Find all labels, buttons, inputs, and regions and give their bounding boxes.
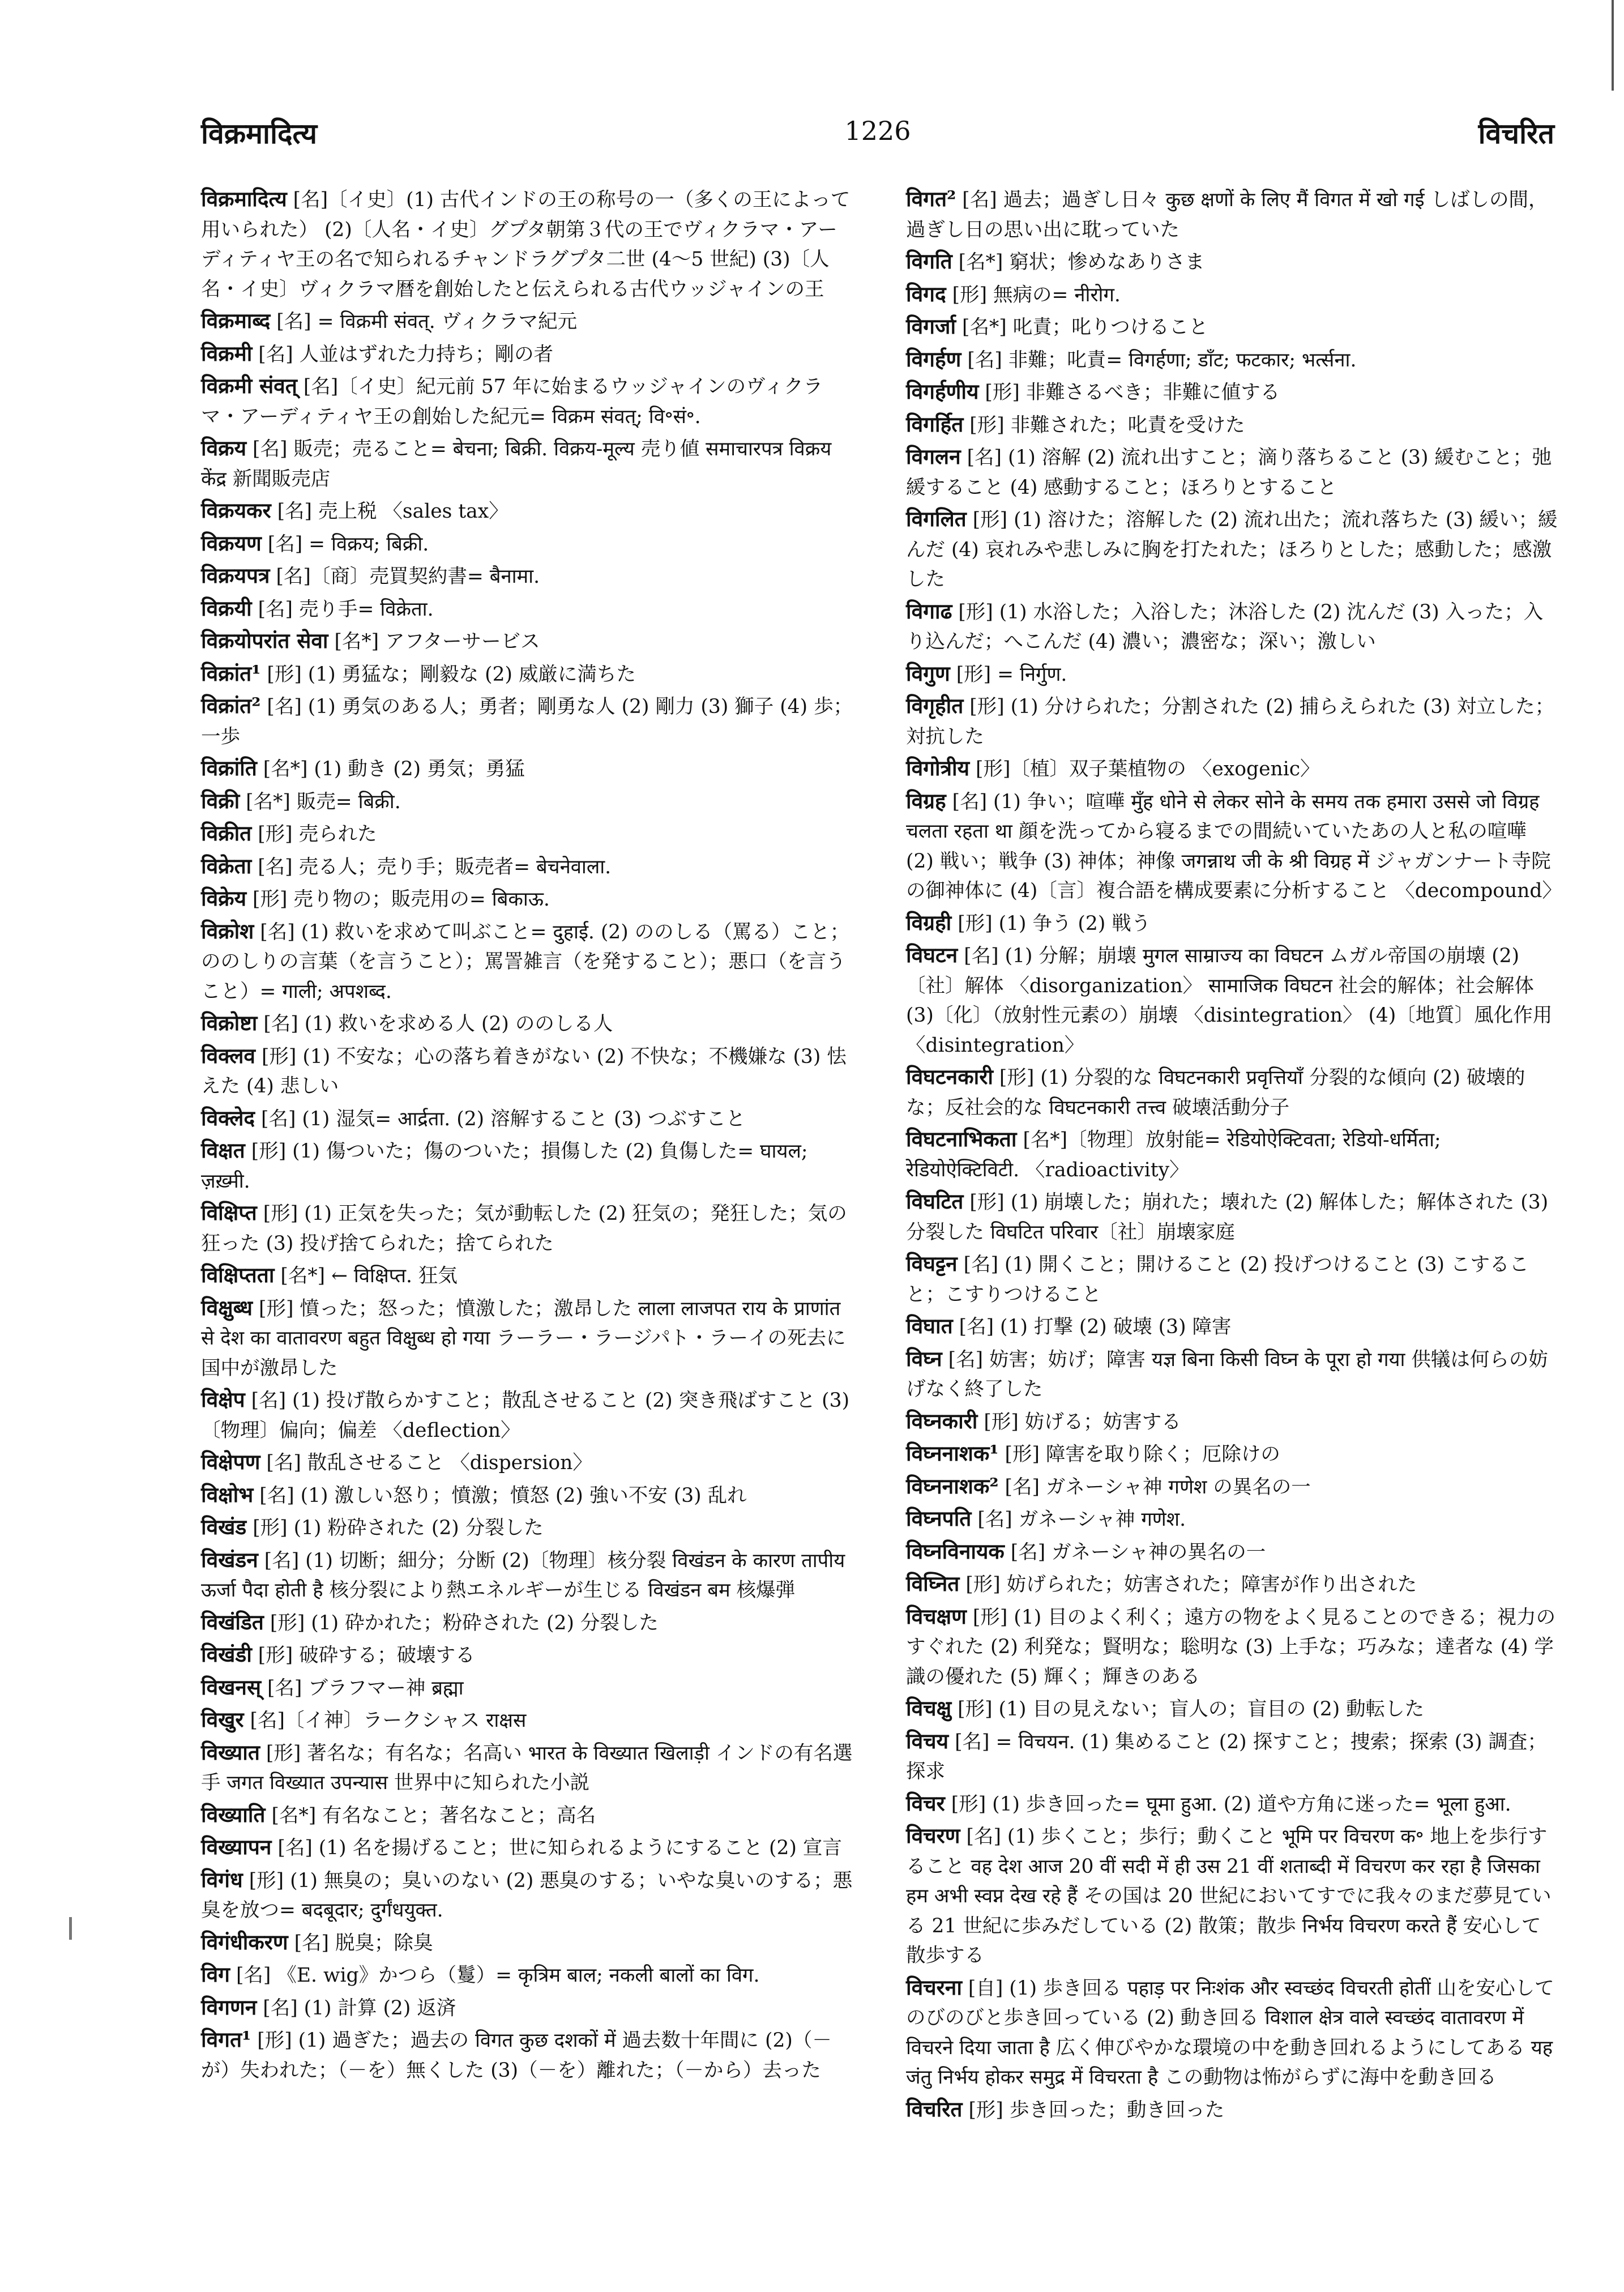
entry-headword: विगत² [906, 186, 956, 211]
dictionary-entry [906, 1569, 1560, 1600]
entry-headword: विक्रेय [201, 886, 247, 911]
entry-headword: विघात [906, 1313, 953, 1338]
dictionary-entry [201, 626, 855, 657]
dictionary-entry [906, 311, 1560, 343]
entry-definition: [形] (1) 崩壊した；崩れた；壊れた (2) 解体した；解体された (3) 分裂した विघटित परिवार〔社〕崩壊家庭 [906, 1191, 1549, 1244]
entry-definition: [名] (1) 打撃 (2) 破壊 (3) 障害 [959, 1316, 1232, 1338]
scan-margin-mark [69, 1917, 72, 1940]
entry-definition: [名] 販売；売ること= बेचना; बिक्री. विक्रय-मूल्य 売り値 समाचारपत्र विक्रय केंद्र 新聞販売店 [201, 438, 832, 490]
entry-headword: विगुण [906, 660, 950, 686]
entry-headword: विगति [906, 249, 952, 274]
entry-definition: [名] (1) 激しい怒り；憤激；憤怒 (2) 強い不安 (3) 乱れ [259, 1484, 747, 1507]
entry-headword: विक्रयी [201, 595, 252, 621]
entry-headword: विग [201, 1962, 230, 1987]
entry-definition: [名] 《E. wig》かつら（鬘）= कृत्रिम बाल; नकली बालों का विग. [236, 1964, 760, 1987]
entry-definition: [名] (1) 計算 (2) 返済 [263, 1996, 456, 2020]
entry-definition: [形] 非難さるべき；非難に値する [985, 381, 1280, 404]
entry-definition: [形] (1) 正気を失った；気が動転した (2) 狂気の；発狂した；気の狂った (3) 投げ捨てられた；捨てられた [201, 1202, 847, 1255]
dictionary-entry [201, 496, 855, 527]
entry-headword: विक्रांति [201, 756, 257, 780]
entry-headword: विक्रमाब्द [201, 308, 271, 333]
entry-definition: [名] (1) 救いを求めて叫ぶこと= दुहाई. (2) ののしる（罵る）こと；ののしりの言葉（を言うこと）；罵詈雑言（を発すること）；悪口（を言うこと）= गाली; अपशब्द. [201, 920, 850, 1003]
entry-headword: विचर [906, 1790, 945, 1816]
entry-definition: [形] 障害を取り除く；厄除けの [1005, 1443, 1280, 1466]
entry-definition: [名] (1) 湿気= आर्द्रता. (2) 溶解すること (3) つぶすこと [261, 1107, 746, 1130]
dictionary-entry [906, 1536, 1560, 1568]
entry-headword: विगर्जा [906, 314, 956, 339]
entry-headword: विक्रांत¹ [201, 660, 261, 686]
dictionary-entry [906, 1124, 1560, 1185]
entry-definition: [形] 著名な；有名な；名高い भारत के विख्यात खिलाड़ी インドの有名選手 जगत विख्यात उपन्यास 世界中に知られた小説 [201, 1742, 853, 1794]
entry-headword: विक्षत [201, 1138, 245, 1163]
dictionary-entry [201, 1103, 855, 1134]
dictionary-entry [201, 433, 855, 494]
entry-headword: विघटनाभिकता [906, 1126, 1017, 1151]
dictionary-entry [906, 1186, 1560, 1247]
entry-headword: विचय [906, 1728, 949, 1753]
dictionary-entry [906, 184, 1560, 245]
entry-definition: [名]〔商〕売買契約書= बैनामा. [276, 565, 540, 588]
dictionary-entry [906, 1406, 1560, 1437]
entry-definition: [形] (1) 過ぎた；過去の विगत कुछ दशकों में 過去数十年間に (2)（－が）失われた；（－を）無くした (3)（－を）離れた；（－から）去った [201, 2029, 832, 2082]
entry-definition: [形] 売り物の；販売用の= बिकाऊ. [253, 888, 550, 911]
entry-headword: विगृहीत [906, 693, 964, 718]
dictionary-entry [201, 1480, 855, 1511]
entry-headword: विखंडी [201, 1642, 252, 1667]
dictionary-entry [201, 1672, 855, 1704]
page-header [201, 113, 1554, 159]
dictionary-entry [201, 1041, 855, 1102]
dictionary-entry [201, 1008, 855, 1039]
dictionary-entry [201, 691, 855, 752]
dictionary-entry [906, 908, 1560, 939]
entry-definition: [名*] (1) 動き (2) 勇気；勇猛 [263, 758, 525, 780]
entry-definition: [名] ガネーシャ神 गणेश の異名の一 [1005, 1475, 1311, 1499]
entry-headword: विघ्न [906, 1346, 942, 1371]
entry-definition: [形] 妨げられた；妨害された；障害が作り出された [965, 1573, 1417, 1596]
entry-headword: विक्षेप [201, 1387, 245, 1412]
entry-headword: विक्रयपत्र [201, 563, 270, 588]
entry-definition: [形] = निर्गुण. [956, 663, 1067, 686]
entry-headword: विक्रमी [201, 340, 253, 366]
entry-definition: [名*] 販売= बिक्री. [246, 790, 401, 813]
entry-headword: विगद [906, 281, 946, 306]
dictionary-entry [906, 377, 1560, 408]
dictionary-entry [201, 753, 855, 784]
entry-headword: विक्षोभ [201, 1482, 254, 1507]
entry-definition: [形] 売られた [258, 823, 377, 846]
entry-definition: [名] 脱臭；除臭 [294, 1931, 433, 1954]
entry-headword: विगणन [201, 1994, 257, 2020]
entry-headword: विग्रह [906, 788, 946, 813]
entry-definition: [名]〔イ史〕紀元前 57 年に始まるウッジャインのヴィクラマ・アーディティヤ王の創始した紀元= विक्रम संवत्; वि॰सं॰. [201, 375, 823, 428]
entry-definition: [名] ガネーシャ神 गणेश. [977, 1508, 1186, 1531]
dictionary-entry [201, 184, 855, 304]
page-number: 1226 [844, 116, 911, 146]
entry-headword: विघ्ननाशक² [906, 1473, 999, 1499]
entry-headword: विक्रयण [201, 530, 262, 556]
entry-headword: विक्री [201, 788, 240, 813]
header-right-guideword: विचरित [1478, 117, 1554, 150]
dictionary-entry [201, 1545, 855, 1606]
dictionary-entry [906, 442, 1560, 502]
entry-definition: [形] (1) 無臭の；臭いのない (2) 悪臭のする；いやな臭いのする；悪臭を放つ= बदबूदार; दुर्गंधयुक्त. [201, 1869, 853, 1922]
entry-definition: [名*] 叱責；叱りつけること [962, 316, 1208, 339]
entry-definition: [形] 歩き回った；動き回った [968, 2098, 1225, 2122]
dictionary-entry [201, 594, 855, 625]
entry-definition: [形] (1) 目のよく利く；遠方の物をよく見ることのできる；視力のすぐれた (2) 利発な；賢明な；聡明な (3) 上手な；巧みな；達者な (4) 学識の優れた (5) 輝く；輝きのある [906, 1606, 1556, 1688]
entry-headword: विखंडित [201, 1609, 264, 1634]
entry-definition: [形] (1) 目の見えない；盲人の；盲目の (2) 動転した [958, 1698, 1425, 1721]
dictionary-entry [906, 1789, 1560, 1820]
entry-headword: विख्यात [201, 1739, 260, 1765]
entry-headword: विचरण [906, 1823, 960, 1848]
entry-definition: [形] 破砕する；破壊する [258, 1644, 475, 1667]
dictionary-entry [906, 504, 1560, 595]
dictionary-entry [906, 691, 1560, 752]
entry-definition: [名] (1) 救いを求める人 (2) ののしる人 [263, 1013, 613, 1035]
entry-headword: विक्लव [201, 1043, 255, 1068]
entry-definition: [形] (1) 分裂的な विघटनकारी प्रवृत्तियाँ 分裂的な傾向 (2) 破壊的な；反社会的な विघटनकारी तत्त्व 破壊活動分子 [906, 1066, 1525, 1119]
dictionary-entry [201, 851, 855, 882]
dictionary-entry [201, 306, 855, 337]
dictionary-entry [906, 1504, 1560, 1535]
entry-headword: विक्रांत² [201, 693, 261, 718]
entry-headword: विघ्नविनायक [906, 1538, 1005, 1564]
dictionary-entry [906, 1821, 1560, 1971]
dictionary-entry [906, 786, 1560, 906]
entry-headword: विगत¹ [201, 2027, 251, 2052]
entry-headword: विखनस् [201, 1674, 261, 1700]
entry-definition: [名] (1) 名を揚げること；世に知られるようにすること (2) 宣言 [277, 1837, 842, 1859]
entry-headword: विघटित [906, 1189, 964, 1214]
dictionary-entry [906, 279, 1560, 310]
dictionary-entry [906, 409, 1560, 441]
entry-headword: विचक्षण [906, 1603, 967, 1629]
entry-definition: [名] (1) 勇気のある人；勇者；剛勇な人 (2) 剛力 (3) 獅子 (4) 歩；一歩 [201, 695, 853, 748]
dictionary-entry [906, 1062, 1560, 1122]
entry-definition: [形] 妨げる；妨害する [984, 1410, 1181, 1433]
entry-definition: [形] (1) 争う (2) 戦う [958, 912, 1151, 935]
entry-definition: [名*] アフターサービス [334, 630, 540, 653]
entry-definition: [名]〔イ史〕(1) 古代インドの王の称号の一（多くの王によって用いられた） (2)〔人名・イ史〕グプタ朝第３代の王でヴィクラマ・アーディティヤ王の名で知られるチャンドラグプタ二世 (4～5 世紀) (3)〔人名・イ史〕ヴィクラマ暦を創始したと伝えられる古代ウッジャインの王 [201, 189, 851, 301]
entry-definition: [名*] ← विक्षिप्त. 狂気 [280, 1265, 458, 1287]
entry-definition: [名] ガネーシャ神の異名の一 [1010, 1540, 1266, 1564]
entry-headword: विक्रेता [201, 853, 252, 878]
dictionary-entry [201, 1607, 855, 1638]
entry-definition: [名] 散乱させること 〈dispersion〉 [266, 1452, 592, 1474]
dictionary-entry [201, 1832, 855, 1863]
right-column [906, 184, 1560, 2127]
entry-definition: [名*] 窮状；惨めなありさま [958, 251, 1205, 274]
entry-definition: [名] (1) 分解；崩壊 मुगल साम्राज्य का विघटन ムガル帝国の崩壊 (2)〔社〕解体 〈disorganization〉 सामाजिक विघटन 社会的解体；社会解体 (3)〔化〕（放射性元素の）崩壊 〈disintegration〉 (4)〔地質〕風化作用 〈disintegration〉 [906, 945, 1553, 1057]
dictionary-entry [906, 1471, 1560, 1503]
entry-definition: [形] (1) 勇猛な；剛毅な (2) 威厳に満ちた [267, 663, 636, 686]
dictionary-entry [201, 1136, 855, 1196]
entry-definition: [形] 非難された；叱責を受けた [969, 413, 1245, 437]
entry-headword: विचरना [906, 1974, 962, 2000]
dictionary-entry [906, 344, 1560, 375]
entry-definition: [名] (1) 争い；喧嘩 मुँह धोने से लेकर सोने के समय तक हमारा उससे जो विग्रह चलता रहता था 顔を洗ってから寝るまでの間続いていたあの人と私の喧嘩 (2) 戦い；戦争 (3) 神体；神像 जगन्नाथ जी के श्री विग्रह में ジャガンナート寺院の御神体に (4)〔言〕複合語を構成要素に分析すること 〈decompound〉 [906, 790, 1562, 902]
dictionary-entry [201, 339, 855, 370]
entry-headword: विघ्नित [906, 1571, 960, 1596]
header-left-guideword: विक्रमादित्य [201, 117, 317, 150]
entry-definition: [名] (1) 溶解 (2) 流れ出すこと；滴り落ちること (3) 緩むこと；弛緩すること (4) 感動すること；ほろりとすること [906, 446, 1552, 499]
dictionary-entry [906, 659, 1560, 690]
entry-definition: [形] (1) 歩き回った= घूमा हुआ. (2) 道や方角に迷った= भूला हुआ. [951, 1792, 1511, 1816]
entry-headword: विग्रही [906, 910, 952, 935]
dictionary-entry [201, 1293, 855, 1384]
dictionary-entry [201, 1260, 855, 1291]
entry-definition: [名] 非難；叱責= विगर्हणा; डाँट; फटकार; भर्त्सना. [967, 348, 1357, 372]
dictionary-entry [201, 1865, 855, 1926]
dictionary-entry [201, 883, 855, 915]
entry-definition: [形] (1) 水浴した；入浴した；沐浴した (2) 沈んだ (3) 入った；入り込んだ；へこんだ (4) 濃い；濃密な；深い；激しい [906, 600, 1544, 653]
entry-headword: विचरित [906, 2096, 963, 2122]
entry-headword: विघ्ननाशक¹ [906, 1441, 999, 1466]
entry-headword: विघटन [906, 942, 958, 967]
entry-definition: [名] (1) 開くこと；開けること (2) 投げつけること (3) こすること；こすりつけること [906, 1253, 1529, 1306]
entry-headword: विगाढ [906, 598, 952, 624]
entry-headword: विगोत्रीय [906, 756, 970, 780]
entry-headword: विक्रयकर [201, 498, 271, 523]
dictionary-entry [906, 1344, 1560, 1405]
entry-definition: [名] (1) 切断；細分；分断 (2)〔物理〕核分裂 विखंडन के कारण तापीय ऊर्जा पैदा होती है 核分裂により熱エネルギーが生じる विखंडन बम 核爆弾 [201, 1549, 845, 1602]
entry-headword: विक्रोष्टा [201, 1010, 258, 1035]
entry-definition: [形] 無病の= नीरोग. [952, 283, 1121, 306]
entry-headword: विघटनकारी [906, 1064, 993, 1089]
entry-headword: विचक्षु [906, 1696, 952, 1721]
entry-headword: विक्षेपण [201, 1449, 260, 1474]
entry-definition: [名]〔イ神〕ラークシャス राक्षस [250, 1709, 527, 1732]
entry-definition: [形] (1) 砕かれた；粉砕された (2) 分裂した [270, 1611, 659, 1634]
dictionary-entry [906, 1311, 1560, 1342]
dictionary-entry [201, 1198, 855, 1258]
entry-definition: [形] (1) 粉砕された (2) 分裂した [253, 1517, 544, 1539]
entry-definition: [自] (1) 歩き回る पहाड़ पर निःशंक और स्वच्छंद विचरती होतीं 山を安心してのびのびと歩き回っている (2) 動き回る विशाल क्षेत्र वाले स्वच्छंद वातावरण में विचरने दिया जाता है 広く伸びやかな環境の中を動き回れるようにしてある यह जंतु निर्भय होकर समुद्र में विचरता है この動物は怖がらずに海中を動き回る [906, 1977, 1554, 2089]
entry-headword: विक्रयोपरांत सेवा [201, 628, 328, 653]
entry-definition: [名] 売る人；売り手；販売者= बेचनेवाला. [258, 855, 612, 878]
entry-definition: [名] = विक्रमी संवत्. ヴィクラマ紀元 [276, 310, 578, 333]
entry-headword: विक्षिप्त [201, 1200, 257, 1225]
dictionary-entry [201, 659, 855, 690]
entry-definition: [名] 妨害；妨げ；障害 यज्ञ बिना किसी विघ्न के पूरा हो गया 供犠は何らの妨げなく終了した [906, 1348, 1548, 1401]
entry-headword: विखंड [201, 1514, 247, 1539]
entry-headword: विक्रोश [201, 918, 254, 944]
entry-headword: विगंध [201, 1867, 243, 1892]
entry-definition: [名] (1) 投げ散らかすこと；散乱させること (2) 突き飛ばすこと (3)〔物理〕偏向；偏差 〈deflection〉 [201, 1389, 850, 1442]
dictionary-entry [906, 246, 1560, 278]
entry-definition: [名] 売り手= विक्रेता. [258, 597, 434, 621]
entry-definition: [名] 過去；過ぎし日々 कुछ क्षणों के लिए मैं विगत में खो गई しばしの間，過ぎし日の思い出に耽っていた [906, 189, 1548, 241]
entry-headword: विखुर [201, 1707, 244, 1732]
entry-definition: [名*]〔物理〕放射能= रेडियोऐक्टिवता; रेडियो-धर्मिता; रेडियोऐक्टिविटी. 〈radioactivity〉 [906, 1129, 1441, 1181]
entry-headword: विक्षिप्तता [201, 1262, 275, 1287]
entry-definition: [名] = विचयन. (1) 集めること (2) 探すこと；捜索；探索 (3) 調査；探求 [906, 1730, 1547, 1783]
dictionary-entry [201, 1960, 855, 1991]
entry-definition: [形] (1) 傷ついた；傷のついた；損傷した (2) 負傷した= घायल; ज़ख़्मी. [201, 1140, 808, 1193]
dictionary-entry [201, 1640, 855, 1671]
dictionary-entry [201, 916, 855, 1007]
entry-headword: विक्रय [201, 436, 247, 460]
dictionary-entry [201, 786, 855, 817]
dictionary-entry [201, 1992, 855, 2024]
entry-headword: विगर्हण [906, 346, 961, 372]
dictionary-entry [906, 753, 1560, 784]
dictionary-entry [906, 596, 1560, 657]
dictionary-entry [906, 1439, 1560, 1470]
entry-definition: [形]〔植〕双子葉植物の 〈exogenic〉 [976, 758, 1320, 780]
entry-headword: विगलन [906, 444, 961, 469]
dictionary-entry [906, 1973, 1560, 2093]
dictionary-entry [201, 1705, 855, 1736]
entry-definition: [名] 人並はずれた力持ち；剛の者 [258, 343, 554, 366]
dictionary-entry [906, 1249, 1560, 1309]
entry-headword: विगर्हित [906, 411, 964, 437]
entry-definition: [形] (1) 溶けた；溶解した (2) 流れ出た；流れ落ちた (3) 緩い；緩んだ (4) 哀れみや悲しみに胸を打たれた；ほろりとした；感動した；感激した [906, 509, 1558, 591]
entry-definition: [形] (1) 分けられた；分割された (2) 捕らえられた (3) 対立した；対抗した [906, 695, 1555, 748]
entry-headword: विक्लेद [201, 1105, 255, 1130]
dictionary-entry [906, 1693, 1560, 1725]
entry-headword: विखंडन [201, 1547, 258, 1572]
dictionary-entry [906, 1726, 1560, 1787]
dictionary-entry [906, 940, 1560, 1060]
dictionary-entry [906, 2094, 1560, 2125]
left-column [201, 184, 855, 2087]
entry-definition: [名] (1) 歩くこと；歩行；動くこと भूमि पर विचरण क॰ 地上を歩行すること वह देश आज 20 वीं सदी में ही उस 21 वीं शताब्दी में विचरण कर रहा है जिसका हम अभी स्वप्न देख रहे हैं その国は 20 世紀においてすでに我々のまだ夢見ている 21 世紀に歩みだしている (2) 散策；散歩 निर्भय विचरण करते हैं 安心して散歩する [906, 1825, 1552, 1967]
entry-definition: [名] = विक्रय; बिक्री. [267, 532, 429, 556]
dictionary-entry [201, 2025, 855, 2085]
dictionary-entry [201, 1512, 855, 1543]
entry-headword: विगंधीकरण [201, 1929, 288, 1954]
dictionary-entry [906, 1602, 1560, 1692]
dictionary-entry [201, 818, 855, 850]
dictionary-entry [201, 1738, 855, 1798]
entry-headword: विख्याति [201, 1802, 266, 1827]
entry-headword: विक्रमी संवत् [201, 373, 297, 398]
scan-edge-mark [1612, 0, 1614, 91]
entry-definition: [名] 売上税 〈sales tax〉 [277, 500, 508, 523]
entry-definition: [名*] 有名なこと；著名なこと；高名 [271, 1804, 596, 1827]
dictionary-entry [201, 1385, 855, 1445]
entry-headword: विख्यापन [201, 1834, 272, 1859]
entry-headword: विघट्टन [906, 1251, 958, 1276]
entry-headword: विक्षुब्ध [201, 1295, 253, 1320]
dictionary-entry [201, 528, 855, 560]
entry-headword: विगलित [906, 506, 967, 531]
dictionary-entry [201, 1447, 855, 1478]
entry-headword: विघ्नकारी [906, 1408, 978, 1433]
entry-definition: [形] 憤った；怒った；憤激した；激昂した लाला लाजपत राय के प्राणांत से देश का वातावरण बहुत विक्षुब्ध हो गया ラーラー・ラージパト・ラーイの死去に国中が激昂した [201, 1297, 846, 1380]
entry-headword: विक्रीत [201, 821, 252, 846]
dictionary-entry [201, 1800, 855, 1831]
dictionary-entry [201, 1927, 855, 1958]
entry-definition: [形] (1) 不安な；心の落ち着きがない (2) 不快な；不機嫌な (3) 怯えた (4) 悲しい [201, 1045, 847, 1098]
dictionary-entry [201, 561, 855, 592]
entry-definition: [名] ブラフマー神 ब्रह्मा [267, 1676, 464, 1700]
entry-headword: विघ्नपति [906, 1506, 972, 1531]
dictionary-entry [201, 371, 855, 432]
entry-headword: विक्रमादित्य [201, 186, 287, 211]
entry-headword: विगर्हणीय [906, 379, 979, 404]
